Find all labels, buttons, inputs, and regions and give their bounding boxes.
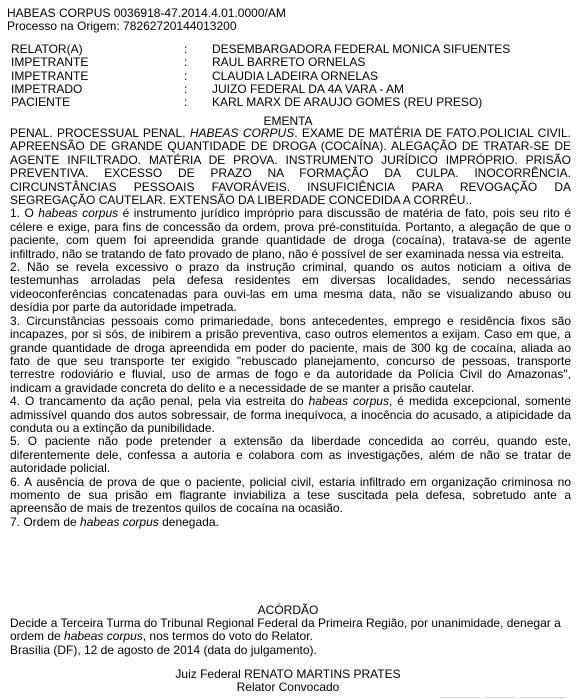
ementa-item: [10, 476, 571, 516]
acordao-heading: ACÓRDÃO: [257, 603, 319, 617]
item-text-cont: denegada.: [158, 514, 219, 529]
party-row: [11, 96, 567, 109]
party-label: IMPETRADO: [11, 81, 83, 96]
party-row: [11, 70, 567, 83]
item-text-cont: é instrumento jurídico impróprio para discussão de matéria de fato, pois seu rito é célere e exige, para fins de concessão da ordem, prova pré-constituída. Portanto, a alegação de que o paciente, com quem foi apreendida grande quantidade de droga (cocaína), tratava-se de agente infiltrado, não se tratando de fato provado de plano, não é possível de ser examinada nessa via estreita.: [10, 206, 572, 261]
document-header: [7, 7, 567, 34]
decision-text-b: , nos termos do voto do Relator.: [142, 629, 313, 644]
process-number: HABEAS CORPUS 0036918-47.2014.4.01.0000/AM: [7, 6, 286, 20]
signer-role: Relator Convocado: [236, 680, 340, 694]
ementa-item: [10, 435, 571, 475]
party-label: PACIENTE: [11, 95, 71, 110]
decision-text-a: Decide a Terceira Turma do Tribunal Regional Federal da Primeira Região, por unanimidade, denegar a ordem de: [10, 616, 561, 644]
party-colon: :: [184, 68, 188, 83]
faint-watermark-stamp: [440, 692, 570, 698]
watermark-marks: [440, 695, 570, 698]
ementa-item: [10, 516, 571, 529]
ementa-summary: [10, 127, 571, 207]
party-row: [11, 56, 567, 69]
party-value: RAUL BARRETO ORNELAS: [212, 55, 366, 70]
ementa-item: [10, 207, 571, 261]
item-italic: habeas corpus: [308, 394, 389, 409]
summary-text-cont: . EXAME DE MATÉRIA DE FATO.POLICIAL CIVIL. APREENSÃO DE GRANDE QUANTIDADE DE DROGA (COCAÍNA). ALEGAÇÃO DE TRATAR-SE DE AGENTE INFILTRADO. MATÉRIA DE PROVA. INSTRUMENTO JURÍDICO IMPRÓPRIO. PRISÃO PREVENTIVA. EXCESSO DE PRAZO NA FORMAÇÃO DA CULPA. INOCORRÊNCIA. CIRCUNSTÂNCIAS PESSOAIS FAVORÁVEIS. INSUFICIÊNCIA PARA REVOGAÇÃO DA SEGREGAÇÃO CAUTELAR. EXTENSÃO DA LIBERDADE CONCEDIDA A CORRÉU..: [10, 126, 572, 208]
party-label: IMPETRANTE: [11, 55, 89, 70]
party-value: JUIZO FEDERAL DA 4A VARA - AM: [212, 81, 405, 96]
party-label: RELATOR(A): [11, 42, 83, 56]
ementa-body: [10, 127, 571, 529]
item-italic: habeas corpus: [80, 514, 159, 529]
party-colon: :: [184, 95, 188, 110]
party-value: DESEMBARGADORA FEDERAL MONICA SIFUENTES: [212, 42, 511, 56]
ementa-item: [10, 395, 571, 435]
ementa-item: [10, 315, 571, 395]
party-value: KARL MARX DE ARAUJO GOMES (REU PRESO): [212, 95, 483, 110]
party-row: [11, 43, 567, 56]
item-text: 3. Circunstâncias pessoais como primariedade, bons antecedentes, emprego e residência fixos são incapazes, por si sós, de inibirem a prisão preventiva, caso outros elementos a exijam. Caso em que, a grande quantidade de droga apreendida em poder do paciente, mais de 300 kg de cocaína, aliada ao fato de que seu transporte ter exigido "rebuscado planejamento, concurso de pessoas, transporte terrestre rodoviário e fluvial, uso de armas de fogo e da autoridade da Polícia Civil do Amazonas", indicam a gravidade concreta do delito e a necessidade de se manter a prisão cautelar.: [10, 313, 571, 395]
parties-table: [11, 43, 567, 109]
party-colon: :: [184, 81, 188, 96]
party-colon: :: [184, 42, 188, 56]
item-text: 5. O paciente não pode pretender a extensão da liberdade concedida ao corréu, quando este, diferentemente dele, confessa a autoria e colabora com as investigações, além de não se tratar de autoridade policial.: [10, 434, 571, 476]
summary-italic: HABEAS CORPUS: [189, 126, 295, 140]
item-italic: habeas corpus: [38, 206, 119, 221]
item-text: 1. O: [10, 206, 39, 221]
decision-block: [10, 617, 571, 657]
ementa-item: [10, 261, 571, 315]
party-colon: :: [184, 55, 188, 70]
summary-text: PENAL. PROCESSUAL PENAL.: [10, 126, 190, 140]
party-value: CLAUDIA LADEIRA ORNELAS: [212, 68, 379, 83]
signer-name: Juiz Federal RENATO MARTINS PRATES: [175, 667, 401, 681]
item-text: 4. O trancamento da ação penal, pela via estreita do: [10, 394, 309, 409]
item-text: 6. A ausência de prova de que o paciente, policial civil, estaria infiltrado em organização criminosa no momento de sua prisão em flagrante inviabiliza a tese suscitada pela defesa, sobretudo ante a apreensão de mais de trezentos quilos de cocaína na ocasião.: [10, 474, 571, 516]
origin-process: Processo na Origem: 78262720144013200: [7, 19, 237, 34]
party-row: [11, 83, 567, 96]
decision-italic: habeas corpus: [64, 629, 143, 644]
party-label: IMPETRANTE: [11, 68, 89, 83]
item-text: 2. Não se revela excessivo o prazo da instrução criminal, quando os autos noticiam a oitiva de testemunhas arroladas pela defesa residentes em diversas localidades, sendo necessárias videoconferências concatenadas para ouvi-las em uma mesma data, não se visualizando abuso ou desídia por parte da autoridade impetrada.: [10, 260, 571, 315]
ementa-heading: EMENTA: [263, 114, 313, 128]
decision-date: Brasília (DF), 12 de agosto de 2014 (data do julgamento).: [10, 642, 317, 657]
item-text: 7. Ordem de: [10, 514, 81, 529]
item-text-cont: , é medida excepcional, somente admissível quando dos autos sobressair, de forma inequívoca, a inocência do acusado, a atipicidade da conduta ou a extinção da punibilidade.: [10, 394, 571, 435]
decision-text: [10, 617, 571, 644]
